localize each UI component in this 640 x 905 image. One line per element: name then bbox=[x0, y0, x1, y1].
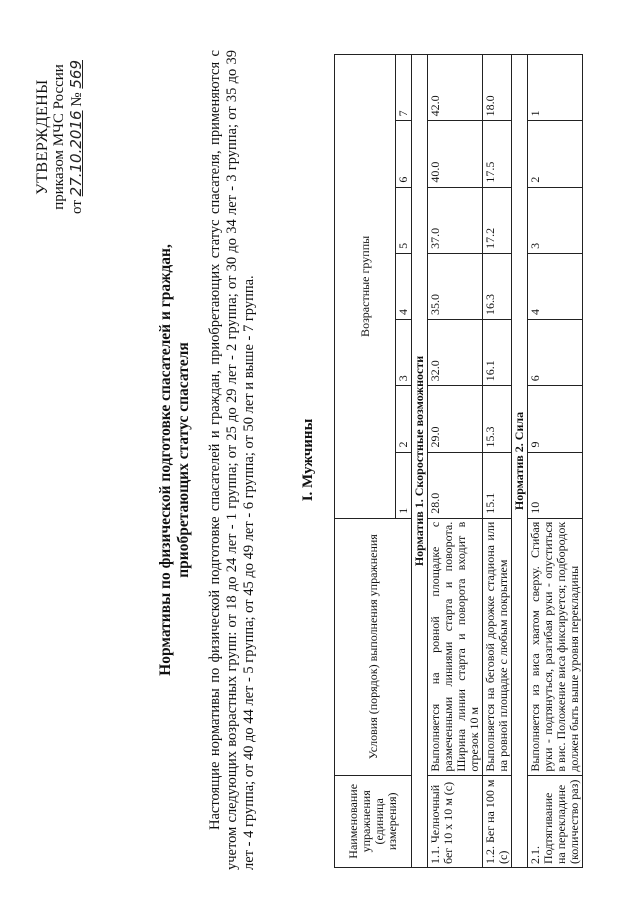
document-title-line1: Нормативы по физической подготовке спасателей и граждан, bbox=[157, 244, 174, 676]
table-group-row bbox=[512, 55, 528, 868]
row-2-1-value: 9 bbox=[528, 386, 583, 452]
row-2-1-value: 1 bbox=[528, 55, 583, 121]
normative-2-title: Норматив 2. Сила bbox=[512, 55, 528, 868]
approval-number: 569 bbox=[67, 60, 85, 89]
row-1-1-value: 35.0 bbox=[428, 253, 483, 319]
row-1-2-value: 18.0 bbox=[483, 55, 512, 121]
row-2-1-value: 2 bbox=[528, 121, 583, 187]
approval-date: 27.10.2016 bbox=[67, 110, 85, 197]
header-group: 2 bbox=[396, 386, 412, 452]
row-1-2-value: 17.5 bbox=[483, 121, 512, 187]
approval-number-prefix: № bbox=[69, 92, 85, 107]
row-1-2-value: 16.3 bbox=[483, 253, 512, 319]
row-2-1-value: 10 bbox=[528, 452, 583, 518]
table-row bbox=[528, 55, 583, 868]
approval-line: приказом МЧС России bbox=[51, 64, 67, 210]
row-1-1-value: 42.0 bbox=[428, 55, 483, 121]
row-1-2-value: 16.1 bbox=[483, 320, 512, 386]
norms-table bbox=[334, 54, 583, 868]
row-1-2-value: 15.1 bbox=[483, 452, 512, 518]
row-2-1-value: 3 bbox=[528, 187, 583, 253]
document-title bbox=[157, 50, 193, 870]
header-group: 6 bbox=[396, 121, 412, 187]
approval-date-prefix: от bbox=[69, 200, 85, 214]
row-2-1-conditions: Выполняется из виса хватом сверху. Сгибая руки - подтянуться, разгибая руки - опуститься в вис. Положение виса фиксируется; подбородок должен быть выше уровня перекладины bbox=[528, 518, 583, 775]
header-group: 3 bbox=[396, 320, 412, 386]
table-group-row bbox=[412, 55, 428, 868]
header-conditions: Условия (порядок) выполнения упражнения bbox=[335, 518, 412, 775]
header-name: Наименование упражнения (единица измерения) bbox=[335, 775, 412, 867]
row-1-1-conditions: Выполняется на ровной площадке с размеченными линиями старта и поворота. Ширина линии старта и поворота входит в отрезок 10 м bbox=[428, 518, 483, 775]
row-1-1-name: 1.1. Челночный бег 10 x 10 м (с) bbox=[428, 775, 483, 867]
intro-paragraph: Настоящие нормативы по физической подготовке спасателей и граждан, приобретающих статус спасателя, применяются с учетом следующих возрастных групп: от 18 до 24 лет - 1 группа; от 25 до 29 лет - 2 группа; от 30 до 34 лет - 3 группа; от 35 до 39 лет - 4 группа; от 40 до 44 лет - 5 группа; от 45 до 49 лет - 6 группа; от 50 лет и выше - 7 группа. bbox=[207, 50, 257, 870]
row-1-2-value: 17.2 bbox=[483, 187, 512, 253]
row-1-1-value: 37.0 bbox=[428, 187, 483, 253]
normative-1-title: Норматив 1. Скоростные возможности bbox=[412, 55, 428, 868]
row-1-2-name: 1.2. Бег на 100 м (с) bbox=[483, 775, 512, 867]
row-2-1-value: 6 bbox=[528, 320, 583, 386]
section-title: I. Мужчины bbox=[300, 418, 316, 502]
row-1-1-value: 32.0 bbox=[428, 320, 483, 386]
row-1-2-value: 15.3 bbox=[483, 386, 512, 452]
rotated-page bbox=[12, 30, 612, 890]
row-2-1-value: 4 bbox=[528, 253, 583, 319]
row-1-1-value: 29.0 bbox=[428, 386, 483, 452]
header-group: 4 bbox=[396, 253, 412, 319]
row-1-2-conditions: Выполняется на беговой дорожке стадиона или на ровной площадке с любым покрытием bbox=[483, 518, 512, 775]
document-title-line2: приобретающих статус спасателя bbox=[175, 342, 192, 578]
table-row bbox=[483, 55, 512, 868]
header-group: 1 bbox=[396, 452, 412, 518]
header-age-groups: Возрастные группы bbox=[335, 55, 396, 519]
approval-date-line bbox=[68, 60, 86, 214]
table-header-row bbox=[335, 55, 396, 868]
header-group: 5 bbox=[396, 187, 412, 253]
approval-stamp bbox=[34, 60, 86, 214]
row-1-1-value: 28.0 bbox=[428, 452, 483, 518]
table-row bbox=[428, 55, 483, 868]
approval-title: УТВЕРЖДЕНЫ bbox=[34, 79, 51, 195]
row-2-1-name: 2.1. Подтягивание на перекладине (количество раз) bbox=[528, 775, 583, 867]
header-group: 7 bbox=[396, 55, 412, 121]
row-1-1-value: 40.0 bbox=[428, 121, 483, 187]
